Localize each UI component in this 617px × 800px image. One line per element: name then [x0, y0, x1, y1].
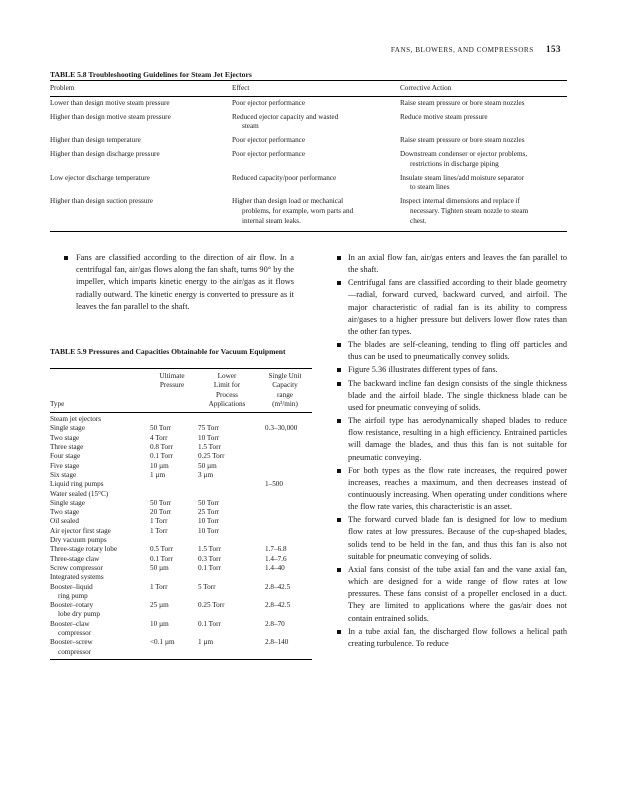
cell-corrective-action: [400, 174, 567, 194]
cell-ultimate-pressure: 20 Torr: [150, 508, 172, 517]
cell-line: lobe dry pump: [58, 610, 100, 619]
header-line: Ultimate: [159, 372, 185, 380]
cell-line: Inspect internal dimensions and replace if: [400, 197, 520, 206]
cell-capacity: 2.8–140: [265, 638, 289, 647]
cell-type: [50, 527, 148, 536]
cell-type: [50, 499, 148, 508]
table-row: [50, 620, 312, 639]
cell-problem: Higher than design motive steam pressure: [50, 112, 171, 121]
table-5-8-body: [50, 97, 567, 227]
cell-lower-limit: 10 Torr: [198, 526, 220, 535]
cell-line: Reduce motive steam pressure: [400, 112, 488, 121]
table-5-8-title: TABLE 5.8 Troubleshooting Guidelines for Steam Jet Ejectors: [50, 70, 252, 79]
cell-effect: [232, 113, 400, 133]
cell-lower-limit: 50 µm: [198, 461, 217, 470]
cell-type: [50, 462, 148, 471]
cell-ultimate-pressure: 1 Torr: [150, 582, 168, 591]
cell-line: Steam jet ejectors: [50, 415, 102, 424]
cell-capacity: 0.3–30,000: [265, 424, 298, 433]
cell-capacity: 2.8–70: [265, 619, 285, 628]
cell-lower-limit: 1.5 Torr: [198, 545, 221, 554]
cell-capacity: [258, 462, 312, 471]
table-row: [50, 638, 312, 657]
table-5-8: [50, 80, 567, 232]
cell-line: ring pump: [58, 591, 88, 600]
cell-line: Three stage: [50, 443, 84, 452]
header-line: Limit for: [213, 381, 241, 390]
bullet-paragraph: In a tube axial fan, the discharged flow follows a helical path creating turbulence. To reduce: [334, 626, 567, 650]
cell-type: [50, 443, 148, 452]
cell-lower-limit: 75 Torr: [198, 424, 220, 433]
cell-type: [50, 490, 148, 499]
cell-type: [50, 536, 148, 545]
table-row: [50, 197, 567, 226]
table-5-9-body: [50, 413, 312, 659]
cell-lower-limit: [196, 573, 258, 582]
cell-lower-limit: [196, 415, 258, 424]
cell-line: Booster–rotary: [50, 601, 94, 610]
table-5-9-title: TABLE 5.9 Pressures and Capacities Obtainable for Vacuum Equipment: [50, 347, 286, 356]
table-row: [50, 545, 312, 554]
bullet-paragraph: The airfoil type has aerodynamically shaped blades to reduce flow resistance, resulting in a high efficiency. Entrained particles will damage the blades, and thus this fan is not suitable for pneumatic conveying.: [334, 415, 567, 464]
table-row: [50, 564, 312, 573]
cell-capacity: 1.4–7.6: [265, 554, 287, 563]
cell-line: Single stage: [50, 424, 85, 433]
cell-capacity: 1–500: [265, 480, 283, 489]
table-row: [50, 601, 312, 620]
cell-type: [50, 564, 148, 573]
cell-type: [50, 620, 148, 639]
bullet-paragraph: In an axial flow fan, air/gas enters and leaves the fan parallel to the shaft.: [334, 252, 567, 276]
cell-line: steam: [242, 122, 259, 131]
cell-capacity: 1.7–6.8: [265, 545, 287, 554]
cell-corrective-action: [400, 136, 567, 146]
header-effect: Effect: [232, 84, 250, 92]
cell-lower-limit: 0.1 Torr: [198, 619, 221, 628]
table-row: [50, 573, 312, 582]
cell-ultimate-pressure: 50 Torr: [150, 498, 172, 507]
cell-type: [50, 508, 148, 517]
cell-line: chest.: [410, 216, 427, 225]
cell-lower-limit: 50 Torr: [198, 498, 220, 507]
cell-capacity: 2.8–42.5: [265, 601, 291, 610]
cell-capacity: [258, 490, 312, 499]
header-corrective-action: Corrective Action: [400, 84, 452, 92]
cell-capacity: [258, 573, 312, 582]
cell-line: internal steam leaks.: [242, 216, 301, 225]
cell-type: [50, 545, 148, 554]
cell-ultimate-pressure: 10 µm: [150, 461, 169, 470]
cell-lower-limit: [196, 480, 258, 489]
cell-line: Two stage: [50, 508, 80, 517]
cell-type: [50, 573, 148, 582]
cell-line: Screw compressor: [50, 563, 103, 572]
cell-capacity: [258, 517, 312, 526]
header-line: Single Unit: [268, 372, 302, 380]
table-row: [50, 490, 312, 499]
header-line: Lower: [217, 372, 237, 380]
cell-type: [50, 415, 148, 424]
bullet-paragraph: For both types as the flow rate increases, the required power increases, reaches a maximum, and then decreases instead of continuously increasing. When operating under conditions where the flow rate varies, this characteristic is an asset.: [334, 465, 567, 514]
bullet-paragraph: Figure 5.36 illustrates different types of fans.: [334, 364, 567, 376]
cell-corrective-action: [400, 99, 567, 109]
cell-capacity: [258, 452, 312, 461]
table-row: [50, 471, 312, 480]
cell-capacity: [258, 508, 312, 517]
cell-line: Poor ejector performance: [232, 98, 306, 107]
cell-line: Water sealed (15°C): [50, 489, 109, 498]
table-row: [50, 443, 312, 452]
cell-line: Three-stage rotary lobe: [50, 545, 118, 554]
cell-capacity: [258, 471, 312, 480]
cell-capacity: [258, 499, 312, 508]
cell-line: Four stage: [50, 452, 81, 461]
running-head: [391, 44, 561, 54]
cell-effect: [232, 197, 400, 226]
header-type: Type: [50, 399, 65, 408]
table-row: [50, 536, 312, 545]
cell-capacity: [258, 536, 312, 545]
cell-line: Reduced ejector capacity and wasted: [232, 112, 339, 121]
cell-line: Raise steam pressure or bore steam nozzles: [400, 136, 525, 145]
table-5-9: [50, 368, 312, 660]
cell-line: Booster–liquid: [50, 582, 93, 591]
table-row: [50, 452, 312, 461]
header-line: Process: [216, 390, 238, 399]
cell-type: [50, 555, 148, 564]
cell-effect: [232, 136, 400, 146]
table-row: [50, 424, 312, 433]
cell-type: [50, 471, 148, 480]
cell-type: [50, 480, 148, 489]
cell-ultimate-pressure: [148, 490, 196, 499]
cell-type: [50, 517, 148, 526]
table-row: [50, 527, 312, 536]
cell-problem: Lower than design motive steam pressure: [50, 98, 170, 107]
cell-ultimate-pressure: 4 Torr: [150, 433, 168, 442]
cell-problem: Higher than design discharge pressure: [50, 149, 160, 158]
table-row: [50, 434, 312, 443]
cell-ultimate-pressure: 0.1 Torr: [150, 554, 173, 563]
table-row: [50, 415, 312, 424]
cell-ultimate-pressure: 1 Torr: [150, 526, 168, 535]
cell-capacity: [258, 443, 312, 452]
cell-ultimate-pressure: 10 µm: [150, 619, 169, 628]
header-line: Capacity: [272, 381, 298, 390]
cell-corrective-action: [400, 150, 567, 170]
page-number: 153: [546, 44, 561, 54]
bullet-paragraph: The forward curved blade fan is designed for low to medium flow rates at low pressures. Because of the cup-shaped blades, solids tend to be held in the fan, and thus this fan is also not suitable for pneumatic conveying of solids.: [334, 514, 567, 563]
cell-lower-limit: 0.1 Torr: [198, 563, 221, 572]
cell-ultimate-pressure: 1 Torr: [150, 517, 168, 526]
table-row: [50, 508, 312, 517]
cell-line: Booster–screw: [50, 638, 93, 647]
cell-lower-limit: 0.25 Torr: [198, 452, 225, 461]
cell-lower-limit: 1.5 Torr: [198, 443, 221, 452]
header-line: range: [277, 390, 293, 399]
cell-line: Three-stage claw: [50, 554, 100, 563]
cell-capacity: [258, 415, 312, 424]
cell-type: [50, 638, 148, 657]
header-line: (m³/min): [272, 399, 298, 408]
cell-effect: [232, 99, 400, 109]
cell-lower-limit: 25 Torr: [198, 508, 220, 517]
table-row: [50, 113, 567, 133]
cell-ultimate-pressure: 1 µm: [150, 470, 166, 479]
cell-problem: Higher than design temperature: [50, 136, 141, 145]
table-row: [50, 462, 312, 471]
cell-corrective-action: [400, 197, 567, 226]
cell-line: Oil sealed: [50, 517, 79, 526]
cell-line: Single stage: [50, 498, 85, 507]
header-line: Applications: [208, 399, 246, 408]
cell-ultimate-pressure: 50 Torr: [150, 424, 172, 433]
cell-lower-limit: 0.25 Torr: [198, 601, 225, 610]
bullet-paragraph: The blades are self-cleaning, tending to fling off particles and thus can be used to pneumatically convey solids.: [334, 339, 567, 363]
table-row: [50, 174, 567, 194]
cell-type: [50, 601, 148, 620]
cell-line: Raise steam pressure or bore steam nozzles: [400, 98, 525, 107]
cell-lower-limit: 1 µm: [198, 638, 214, 647]
left-bullet-paragraph: Fans are classified according to the direction of air flow. In a centrifugal fan, air/gas flows along the fan shaft, turns 90° by the impeller, which imparts kinetic energy to the air/gas as it flows radially outward. The kinetic energy is converted to pressure as it leaves the fan parallel to the shaft.: [50, 252, 312, 313]
cell-effect: [232, 174, 400, 194]
table-row: [50, 136, 567, 146]
cell-line: Booster–claw: [50, 619, 90, 628]
cell-line: Liquid ring pumps: [50, 480, 104, 489]
cell-lower-limit: [196, 536, 258, 545]
cell-ultimate-pressure: 50 µm: [150, 563, 169, 572]
cell-line: Dry vacuum pumps: [50, 536, 107, 545]
cell-line: restrictions in discharge piping: [410, 159, 499, 168]
header-problem: Problem: [50, 84, 75, 92]
header-ultimate-pressure: [148, 372, 196, 409]
cell-lower-limit: 10 Torr: [198, 517, 220, 526]
cell-line: compressor: [58, 647, 92, 656]
header-single-unit-capacity: [258, 372, 312, 409]
cell-type: [50, 583, 148, 602]
cell-line: Five stage: [50, 461, 80, 470]
cell-capacity: 1.4–40: [265, 563, 285, 572]
header-lower-limit: [196, 372, 258, 409]
cell-line: to steam lines: [410, 183, 450, 192]
table-row: [50, 499, 312, 508]
cell-ultimate-pressure: <0.1 µm: [150, 638, 175, 647]
cell-line: Six stage: [50, 470, 77, 479]
cell-capacity: 2.8–42.5: [265, 582, 291, 591]
cell-type: [50, 424, 148, 433]
cell-line: Poor ejector performance: [232, 136, 306, 145]
right-column: [334, 252, 567, 651]
cell-lower-limit: 3 µm: [198, 470, 214, 479]
cell-lower-limit: 0.3 Torr: [198, 554, 221, 563]
header-line: Pressure: [159, 381, 185, 390]
table-rule: [50, 659, 312, 660]
cell-capacity: [258, 527, 312, 536]
left-column: [50, 252, 312, 314]
cell-effect: [232, 150, 400, 170]
cell-ultimate-pressure: [148, 415, 196, 424]
cell-lower-limit: 10 Torr: [198, 433, 220, 442]
cell-problem: Higher than design suction pressure: [50, 197, 153, 206]
cell-problem: Low ejector discharge temperature: [50, 173, 150, 182]
cell-line: Two stage: [50, 433, 80, 442]
cell-ultimate-pressure: [148, 536, 196, 545]
cell-ultimate-pressure: 0.1 Torr: [150, 452, 173, 461]
cell-type: [50, 434, 148, 443]
cell-ultimate-pressure: 0.8 Torr: [150, 443, 173, 452]
cell-line: Poor ejector performance: [232, 149, 306, 158]
table-row: [50, 480, 312, 489]
cell-line: Insulate steam lines/add moisture separator: [400, 173, 525, 182]
cell-ultimate-pressure: [148, 480, 196, 489]
cell-line: Downstream condenser or ejector problems,: [400, 149, 528, 158]
cell-corrective-action: [400, 113, 567, 133]
cell-line: Higher than design load or mechanical: [232, 197, 344, 206]
bullet-paragraph: The backward incline fan design consists of the single thickness blade and the airfoil blade. The single thickness blade can be used for pneumatic conveying of solids.: [334, 378, 567, 414]
table-row: [50, 517, 312, 526]
table-rule: [50, 231, 567, 232]
bullet-paragraph: Axial fans consist of the tube axial fan and the vane axial fan, which are designed for a wide range of flow rates at low pressures. These fans consist of a propeller enclosed in a duct. They are limited to applications where the gas/air does not contain entrained solids.: [334, 564, 567, 625]
bullet-paragraph: Centrifugal fans are classified according to their blade geometry—radial, forward curved, backward curved, and airfoil. The major characteristic of radial fan is its ability to compress air/gases to a higher pressure but delivers lower flow rates than the other fan types.: [334, 277, 567, 338]
cell-capacity: [258, 434, 312, 443]
table-row: [50, 583, 312, 602]
table-row: [50, 99, 567, 109]
cell-ultimate-pressure: 0.5 Torr: [150, 545, 173, 554]
cell-line: problems, for example, worn parts and: [242, 206, 354, 215]
cell-lower-limit: 5 Torr: [198, 582, 216, 591]
cell-line: compressor: [58, 629, 92, 638]
table-header-row: [50, 369, 312, 412]
cell-type: [50, 452, 148, 461]
cell-line: necessary. Tighten steam nozzle to steam: [410, 206, 529, 215]
table-row: [50, 150, 567, 170]
table-row: [50, 555, 312, 564]
cell-ultimate-pressure: 25 µm: [150, 601, 169, 610]
running-head-text: FANS, BLOWERS, AND COMPRESSORS: [390, 46, 534, 54]
cell-line: Air ejector first stage: [50, 526, 111, 535]
cell-line: Integrated systems: [50, 573, 104, 582]
cell-lower-limit: [196, 490, 258, 499]
table-header-row: [50, 81, 567, 96]
cell-line: Reduced capacity/poor performance: [232, 173, 337, 182]
cell-ultimate-pressure: [148, 573, 196, 582]
